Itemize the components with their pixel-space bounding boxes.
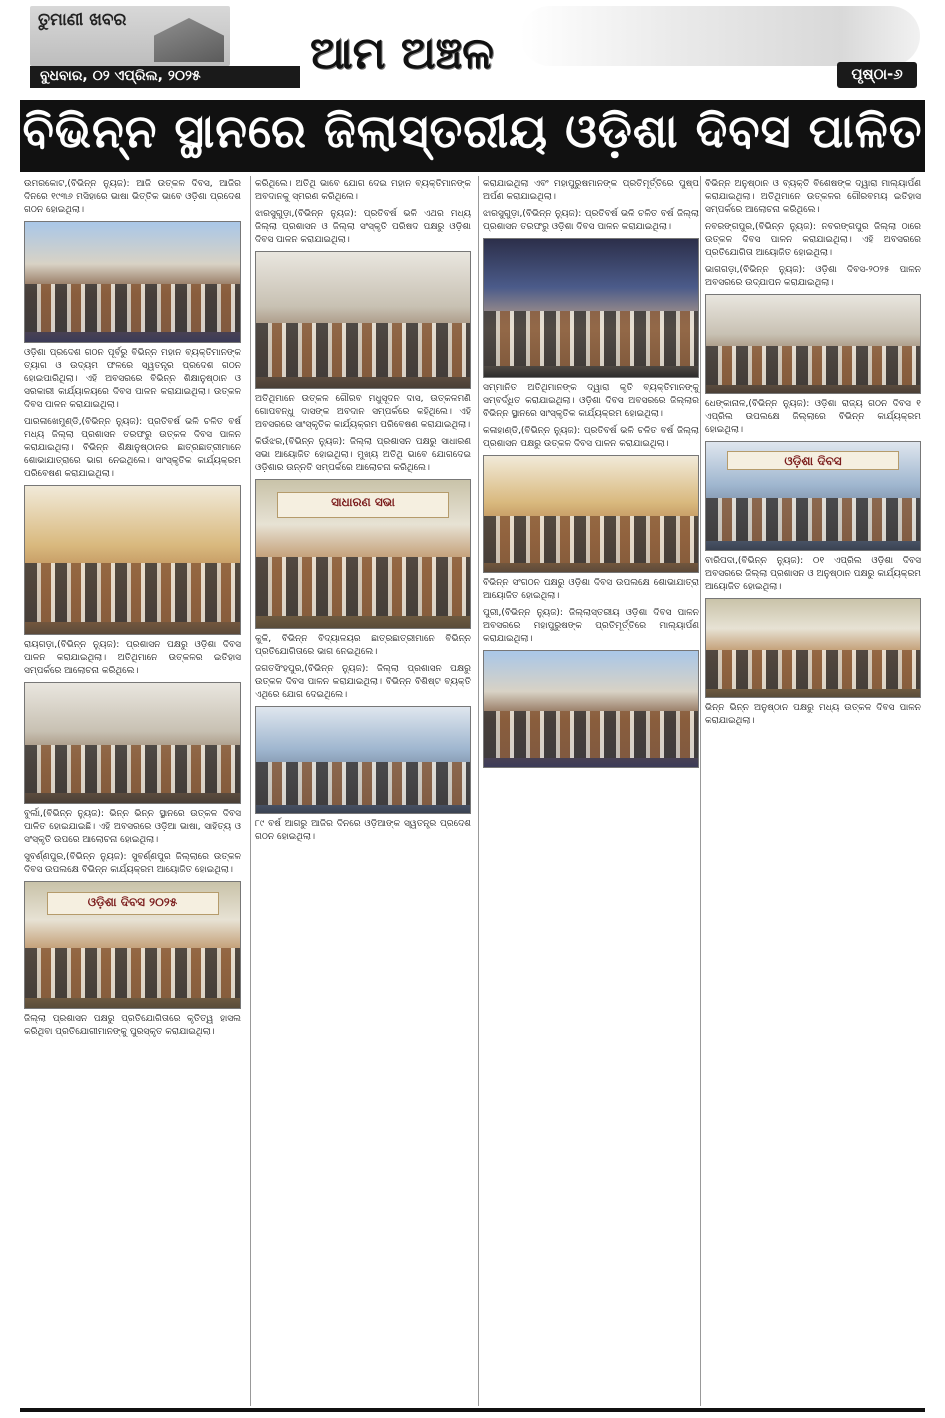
article-paragraph: ଧେଙ୍କାନାଳ,(ବିଭିନ୍ନ ନ୍ୟୁଜ): ଓଡ଼ିଶା ରାଜ୍ୟ ଗଠନ ଦିବସ ୧ ଏପ୍ରିଲ ଉପଲକ୍ଷେ ଜିଲ୍ଲାରେ ବିଭିନ୍ନ କାର୍ଯ୍ୟକ୍ରମ ହୋଇଥିଲା। bbox=[705, 399, 921, 435]
column-3 bbox=[478, 176, 703, 1406]
photo-banner: ଓଡ଼ିଶା ଦିବସ ୨୦୨୫ bbox=[47, 892, 219, 915]
news-photo bbox=[483, 650, 699, 768]
article-paragraph: ରାୟଗଡ଼ା,(ବିଭିନ୍ନ ନ୍ୟୁଜ): ପ୍ରଶାସନ ପକ୍ଷରୁ ଓଡ଼ିଶା ଦିବସ ପାଳନ କରାଯାଇଥିଲା। ଅତିଥିମାନେ ଉତ୍କଳର ଇତିହାସ ସମ୍ପର୍କରେ ଆଲୋଚନା କରିଥିଲେ। bbox=[24, 640, 241, 676]
news-photo bbox=[705, 598, 921, 698]
article-paragraph: ବିଭିନ୍ନ ସଂଗଠନ ପକ୍ଷରୁ ଓଡ଼ିଶା ଦିବସ ଉପଲକ୍ଷେ ଶୋଭାଯାତ୍ରା ଆୟୋଜିତ ହୋଇଥିଲା। bbox=[483, 578, 699, 601]
page-number: ପୃଷ୍ଠା-୬ bbox=[837, 62, 917, 88]
article-paragraph: କରାଯାଇଥିଲା ଏବଂ ମହାପୁରୁଷମାନଙ୍କ ପ୍ରତିମୂର୍ତ୍ତିରେ ପୁଷ୍ପ ଅର୍ପଣ କରାଯାଇଥିଲା। bbox=[483, 179, 699, 202]
article-paragraph: ସୁବର୍ଣ୍ଣପୁର,(ବିଭିନ୍ନ ନ୍ୟୁଜ): ସୁବର୍ଣ୍ଣପୁର ଜିଲ୍ଲାରେ ଉତ୍କଳ ଦିବସ ଉପଲକ୍ଷେ ବିଭିନ୍ନ କାର୍ଯ୍ୟକ୍ରମ ଆୟୋଜିତ ହୋଇଥିଲା। bbox=[24, 852, 241, 875]
article-paragraph: କରିଥିଲେ। ଅତିଥି ଭାବେ ଯୋଗ ଦେଇ ମହାନ ବ୍ୟକ୍ତିମାନଙ୍କ ଅବଦାନକୁ ସ୍ମରଣ କରିଥିଲେ। bbox=[255, 179, 471, 202]
news-photo bbox=[483, 238, 699, 378]
article-paragraph: ଭିନ୍ନ ଭିନ୍ନ ଅନୁଷ୍ଠାନ ପକ୍ଷରୁ ମଧ୍ୟ ଉତ୍କଳ ଦିବସ ପାଳନ କରାଯାଇଥିଲା। bbox=[705, 703, 921, 726]
article-paragraph: ପାରଳାଖେମୁଣ୍ଡି,(ବିଭିନ୍ନ ନ୍ୟୁଜ): ପ୍ରତିବର୍ଷ ଭଳି ଚଳିତ ବର୍ଷ ମଧ୍ୟ ଜିଲ୍ଲା ପ୍ରଶାସନ ତରଫରୁ ଉତ୍କଳ ଦିବସ ପାଳନ କରାଯାଇଥିଲା। ବିଭିନ୍ନ ଶିକ୍ଷାନୁଷ୍ଠାନର ଛାତ୍ରଛାତ୍ରୀମାନେ ଶୋଭାଯାତ୍ରାରେ ଭାଗ ନେଇଥିଲେ। ସାଂସ୍କୃତିକ କାର୍ଯ୍ୟକ୍ରମ ପରିବେଷଣ କରାଯାଇଥିଲା। bbox=[24, 417, 241, 479]
news-photo bbox=[255, 479, 471, 629]
column-4 bbox=[700, 176, 925, 1406]
news-photo bbox=[705, 294, 921, 394]
article-paragraph: ସମ୍ମାନିତ ଅତିଥିମାନଙ୍କ ଦ୍ୱାରା କୃତି ବ୍ୟକ୍ତିମାନଙ୍କୁ ସମ୍ବର୍ଦ୍ଧିତ କରାଯାଇଥିଲା। ଓଡ଼ିଶା ଦିବସ ଅବସରରେ ଜିଲ୍ଲାର ବିଭିନ୍ନ ସ୍ଥାନରେ ସାଂସ୍କୃତିକ କାର୍ଯ୍ୟକ୍ରମ ହୋଇଥିଲା। bbox=[483, 383, 699, 419]
news-photo bbox=[24, 221, 241, 343]
article-paragraph: ଓଡ଼ିଶା ପ୍ରଦେଶ ଗଠନ ପୂର୍ବରୁ ବିଭିନ୍ନ ମହାନ ବ୍ୟକ୍ତିମାନଙ୍କ ତ୍ୟାଗ ଓ ଉଦ୍ୟମ ଫଳରେ ସ୍ୱତନ୍ତ୍ର ପ୍ରଦେଶ ଗଠନ ହୋଇପାରିଥିଲା। ଏହି ଅବସରରେ ବିଭିନ୍ନ ଶିକ୍ଷାନୁଷ୍ଠାନ ଓ ସରକାରୀ କାର୍ଯ୍ୟାଳୟରେ ଦିବସ ପାଳନ କରାଯାଇଥିଲା। ଉତ୍କଳ ଦିବସ ପାଳନ କରାଯାଇଥିଲା। bbox=[24, 348, 241, 410]
brand-name: ତୁମାଣୀ ଖବର bbox=[38, 10, 127, 30]
masthead-cloud-graphic bbox=[520, 6, 920, 66]
article-paragraph: ବିଭିନ୍ନ ଅନୁଷ୍ଠାନ ଓ ବ୍ୟକ୍ତି ବିଶେଷଙ୍କ ଦ୍ୱାରା ମାଲ୍ୟାର୍ପଣ କରାଯାଇଥିଲା। ଅତିଥିମାନେ ଉତ୍କଳର ଗୌରବମୟ ଇତିହାସ ସମ୍ପର୍କରେ ଆଲୋଚନା କରିଥିଲେ। bbox=[705, 179, 921, 215]
column-1 bbox=[20, 176, 245, 1406]
article-paragraph: ଜିଲ୍ଲା ପ୍ରଶାସନ ପକ୍ଷରୁ ପ୍ରତିଯୋଗିତାରେ କୃତିତ୍ୱ ହାସଲ କରିଥିବା ପ୍ରତିଯୋଗୀମାନଙ୍କୁ ପୁରସ୍କୃତ କରାଯାଇଥିଲା। bbox=[24, 1014, 241, 1037]
publication-date: ବୁଧବାର, ୦୨ ଏପ୍ରିଲ, ୨୦୨୫ bbox=[30, 66, 300, 88]
article-paragraph: ବୁର୍ଲା,(ବିଭିନ୍ନ ନ୍ୟୁଜ): ଭିନ୍ନ ଭିନ୍ନ ସ୍ଥାନରେ ଉତ୍କଳ ଦିବସ ପାଳିତ ହୋଇଯାଇଛି। ଏହି ଅବସରରେ ଓଡ଼ିଆ ଭାଷା, ସାହିତ୍ୟ ଓ ସଂସ୍କୃତି ଉପରେ ଆଲୋଚନା ହୋଇଥିଲା। bbox=[24, 809, 241, 845]
news-photo bbox=[705, 441, 921, 551]
article-paragraph: ନବରଙ୍ଗପୁର,(ବିଭିନ୍ନ ନ୍ୟୁଜ): ନବରଙ୍ଗପୁର ଜିଲ୍ଲା ଠାରେ ଉତ୍କଳ ଦିବସ ପାଳନ କରାଯାଇଥିଲା। ଏହି ଅବସରରେ ପ୍ରତିଯୋଗିତା ଆୟୋଜିତ ହୋଇଥିଲା। bbox=[705, 222, 921, 258]
news-photo bbox=[24, 881, 241, 1009]
brand-logo bbox=[30, 6, 230, 66]
photo-banner: ଓଡ଼ିଶା ଦିବସ bbox=[727, 451, 898, 470]
photo-banner: ସାଧାରଣ ସଭା bbox=[277, 492, 448, 519]
hut-illustration bbox=[154, 18, 224, 62]
section-title: ଆମ ଅଞ୍ଚଳ bbox=[310, 28, 494, 79]
article-paragraph: ୮୯ ବର୍ଷ ଆଗରୁ ଆଜିର ଦିନରେ ଓଡ଼ିଆଙ୍କ ସ୍ୱତନ୍ତ୍ର ପ୍ରଦେଶ ଗଠନ ହୋଇଥିଲା। bbox=[255, 819, 471, 842]
column-2 bbox=[250, 176, 475, 1406]
news-photo bbox=[24, 682, 241, 804]
news-photo bbox=[255, 706, 471, 814]
article-paragraph: ପୁରୀ,(ବିଭିନ୍ନ ନ୍ୟୁଜ): ଜିଲ୍ଲାସ୍ତରୀୟ ଓଡ଼ିଶା ଦିବସ ପାଳନ ଅବସରରେ ମହାପୁରୁଷଙ୍କ ପ୍ରତିମୂର୍ତ୍ତିରେ ମାଲ୍ୟାର୍ପଣ କରାଯାଇଥିଲା। bbox=[483, 608, 699, 644]
article-paragraph: ଭାଗଗଡ଼ା,(ବିଭିନ୍ନ ନ୍ୟୁଜ): ଓଡ଼ିଶା ଦିବସ-୨୦୨୫ ପାଳନ ଅବସରରେ ଉଦ୍‌ଯାପନ କରାଯାଇଥିଲା। bbox=[705, 265, 921, 288]
news-photo bbox=[255, 251, 471, 389]
footer-rule bbox=[20, 1408, 925, 1412]
headline: ବିଭିନ୍ନ ସ୍ଥାନରେ ଜିଲାସ୍ତରୀୟ ଓଡ଼ିଶା ଦିବସ ପାଳିତ bbox=[20, 100, 925, 172]
article-paragraph: ଜଗତସିଂହପୁର,(ବିଭିନ୍ନ ନ୍ୟୁଜ): ଜିଲ୍ଲା ପ୍ରଶାସନ ପକ୍ଷରୁ ଉତ୍କଳ ଦିବସ ପାଳନ କରାଯାଇଥିଲା। ବିଭିନ୍ନ ବିଶିଷ୍ଟ ବ୍ୟକ୍ତି ଏଥିରେ ଯୋଗ ଦେଇଥିଲେ। bbox=[255, 664, 471, 700]
masthead bbox=[20, 0, 925, 96]
article-paragraph: ଝାରସୁଗୁଡ଼ା,(ବିଭିନ୍ନ ନ୍ୟୁଜ): ପ୍ରତିବର୍ଷ ଭଳି ଏଥର ମଧ୍ୟ ଜିଲ୍ଲା ପ୍ରଶାସନ ଓ ଜିଲ୍ଲା ସଂସ୍କୃତି ପରିଷଦ ପକ୍ଷରୁ ଓଡ଼ିଶା ଦିବସ ପାଳନ କରାଯାଇଥିଲା। bbox=[255, 209, 471, 245]
article-paragraph: କଳାହାଣ୍ଡି,(ବିଭିନ୍ନ ନ୍ୟୁଜ): ପ୍ରତିବର୍ଷ ଭଳି ଚଳିତ ବର୍ଷ ଜିଲ୍ଲା ପ୍ରଶାସନ ପକ୍ଷରୁ ଉତ୍କଳ ଦିବସ ପାଳନ କରାଯାଇଥିଲା। bbox=[483, 426, 699, 449]
article-paragraph: ଅତିଥିମାନେ ଉତ୍କଳ ଗୌରବ ମଧୁସୂଦନ ଦାସ, ଉତ୍କଳମଣି ଗୋପବନ୍ଧୁ ଦାସଙ୍କ ଅବଦାନ ସମ୍ପର୍କରେ କହିଥିଲେ। ଏହି ଅବସରରେ ସାଂସ୍କୃତିକ କାର୍ଯ୍ୟକ୍ରମ ପରିବେଷଣ କରାଯାଇଥିଲା। bbox=[255, 394, 471, 430]
article-paragraph: ଝାରସୁଗୁଡ଼ା,(ବିଭିନ୍ନ ନ୍ୟୁଜ): ପ୍ରତିବର୍ଷ ଭଳି ଚଳିତ ବର୍ଷ ଜିଲ୍ଲା ପ୍ରଶାସନ ତରଫରୁ ଓଡ଼ିଶା ଦିବସ ପାଳନ କରାଯାଇଥିଲା। bbox=[483, 209, 699, 232]
news-photo bbox=[483, 455, 699, 573]
news-photo bbox=[24, 485, 241, 635]
article-paragraph: କୁକି, ବିଭିନ୍ନ ବିଦ୍ୟାଳୟର ଛାତ୍ରଛାତ୍ରୀମାନେ ବିଭିନ୍ନ ପ୍ରତିଯୋଗିତାରେ ଭାଗ ନେଇଥିଲେ। bbox=[255, 634, 471, 657]
article-paragraph: ବାରିପଦା,(ବିଭିନ୍ନ ନ୍ୟୁଜ): ୦୧ ଏପ୍ରିଲ ଓଡ଼ିଶା ଦିବସ ଅବସରରେ ଜିଲ୍ଲା ପ୍ରଶାସନ ଓ ଅନୁଷ୍ଠାନ ପକ୍ଷରୁ କାର୍ଯ୍ୟକ୍ରମ ଆୟୋଜିତ ହୋଇଥିଲା। bbox=[705, 556, 921, 592]
article-paragraph: କିଉଁଝର,(ବିଭିନ୍ନ ନ୍ୟୁଜ): ଜିଲ୍ଲା ପ୍ରଶାସନ ପକ୍ଷରୁ ସାଧାରଣ ସଭା ଆୟୋଜିତ ହୋଇଥିଲା। ମୁଖ୍ୟ ଅତିଥି ଭାବେ ଯୋଗଦେଇ ଓଡ଼ିଶାର ଉନ୍ନତି ସମ୍ପର୍କରେ ଆଲୋଚନା କରିଥିଲେ। bbox=[255, 437, 471, 473]
article-paragraph: ଉମରକୋଟ,(ବିଭିନ୍ନ ନ୍ୟୁଜ): ଆଜି ଉତ୍କଳ ଦିବସ, ଆଜିର ଦିନରେ ୧୯୩୬ ମସିହାରେ ଭାଷା ଭିତ୍ତିକ ଭାବେ ଓଡ଼ିଶା ପ୍ରଦେଶ ଗଠନ ହୋଇଥିଲା। bbox=[24, 179, 241, 215]
